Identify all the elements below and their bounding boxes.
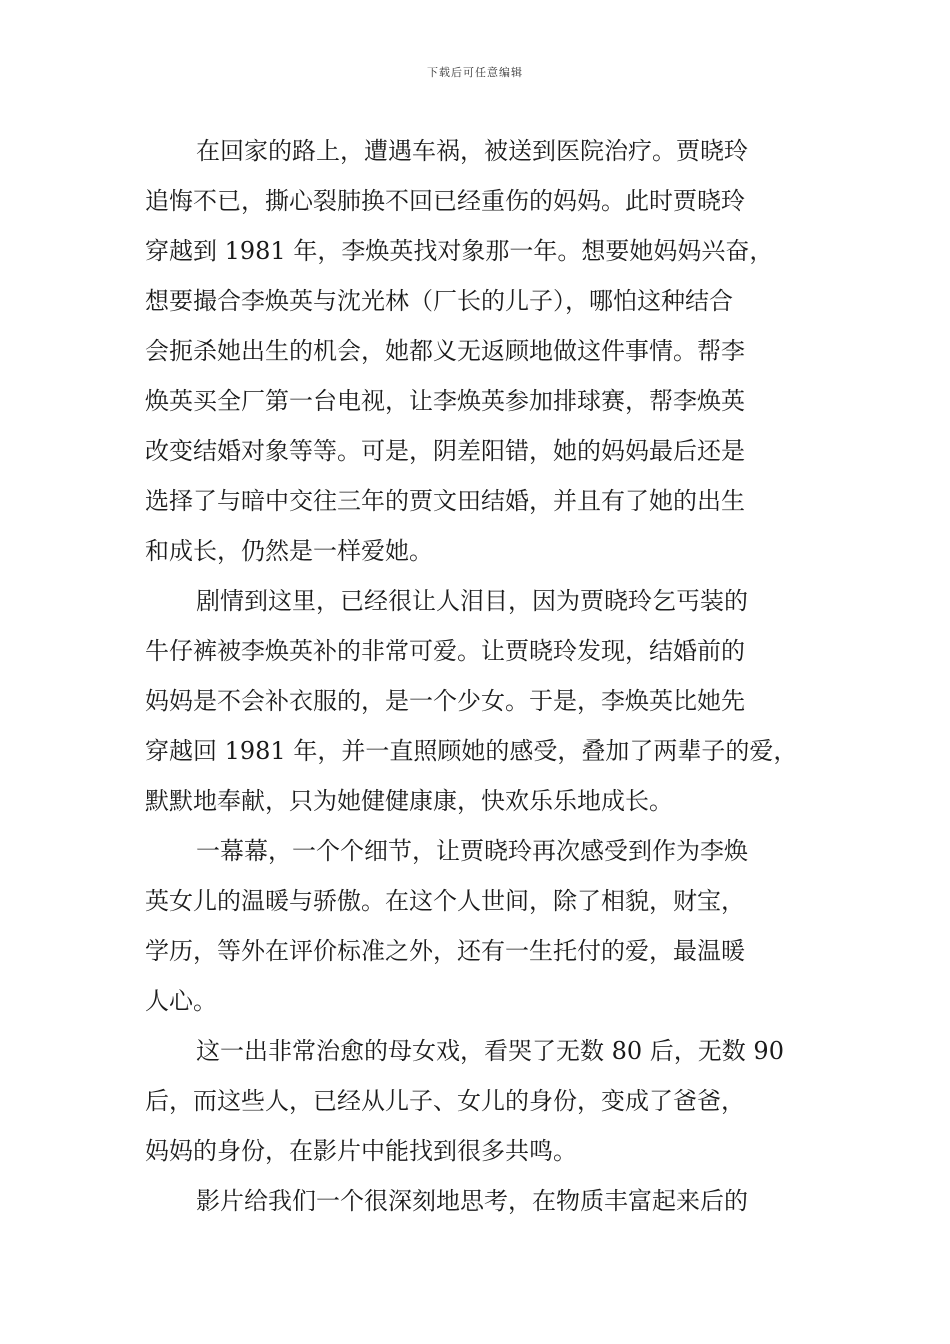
text-line: 选择了与暗中交往三年的贾文田结婚，并且有了她的出生 [145,487,745,515]
text-line: 剧情到这里，已经很让人泪目，因为贾晓玲乞丐装的 [196,587,748,615]
text-line: 和成长，仍然是一样爱她。 [145,537,433,565]
text-line: 在回家的路上，遭遇车祸，被送到医院治疗。贾晓玲 [196,137,748,165]
paragraph [145,1176,817,1226]
text-line: 英女儿的温暖与骄傲。在这个人世间，除了相貌，财宝， [145,887,745,915]
text-line: 默默地奉献，只为她健健康康，快欢乐乐地成长。 [145,787,673,815]
text-line: 人心。 [145,987,217,1015]
text-line: 妈妈的身份，在影片中能找到很多共鸣。 [145,1137,577,1165]
paragraph [145,1026,817,1176]
body-text [145,126,817,1226]
text-line: 想要撮合李焕英与沈光林（厂长的儿子），哪怕这种结合 [145,287,733,315]
text-line: 会扼杀她出生的机会，她都义无返顾地做这件事情。帮李 [145,337,745,365]
text-line: 妈妈是不会补衣服的，是一个少女。于是，李焕英比她先 [145,687,745,715]
text-line: 影片给我们一个很深刻地思考，在物质丰富起来后的 [196,1187,748,1215]
text-line: 后，而这些人，已经从儿子、女儿的身份，变成了爸爸， [145,1087,745,1115]
paragraph [145,126,817,576]
text-line: 学历，等外在评价标准之外，还有一生托付的爱，最温暖 [145,937,745,965]
text-line: 改变结婚对象等等。可是，阴差阳错，她的妈妈最后还是 [145,437,745,465]
paragraph [145,826,817,1026]
text-line: 一幕幕，一个个细节，让贾晓玲再次感受到作为李焕 [196,837,748,865]
page-header: 下载后可任意编辑 [427,66,523,79]
text-line: 追悔不已，撕心裂肺换不回已经重伤的妈妈。此时贾晓玲 [145,187,745,215]
text-line: 穿越到 1981 年，李焕英找对象那一年。想要她妈妈兴奋， [145,237,774,265]
text-line: 牛仔裤被李焕英补的非常可爱。让贾晓玲发现，结婚前的 [145,637,745,665]
paragraph [145,576,817,826]
text-line: 这一出非常治愈的母女戏，看哭了无数 80 后，无数 90 [196,1037,784,1065]
text-line: 穿越回 1981 年，并一直照顾她的感受，叠加了两辈子的爱， [145,737,798,765]
text-line: 焕英买全厂第一台电视，让李焕英参加排球赛，帮李焕英 [145,387,745,415]
